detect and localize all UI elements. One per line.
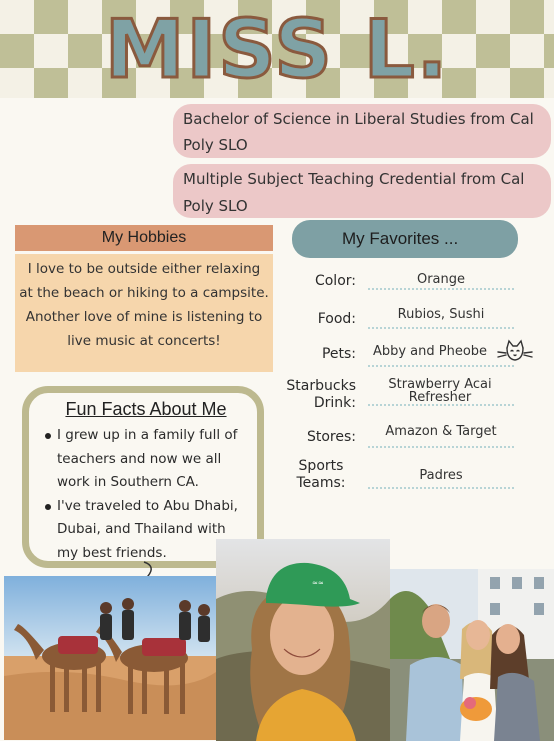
portrait-photo: [216, 539, 390, 741]
fav-label-stores: Stores:: [306, 429, 356, 445]
hobbies-heading: My Hobbies: [15, 225, 273, 251]
camel-photo: [4, 576, 216, 740]
education-degree: Bachelor of Science in Liberal Studies from Cal Poly SLO: [173, 104, 551, 158]
fav-value-stores: Amazon & Target: [385, 424, 497, 439]
hobbies-text: I love to be outside either relaxing at the beach or hiking to a campsite. Another love of mine is listening to live music at concerts!: [15, 254, 273, 372]
fav-value-food: Rubios, Sushi: [397, 307, 485, 322]
fav-value-pets: Abby and Pheobe: [372, 344, 488, 359]
page-title: MISS L.: [104, 3, 450, 96]
education-credential: Multiple Subject Teaching Credential from Cal Poly SLO: [173, 164, 551, 218]
fun-facts-heading: Fun Facts About Me: [65, 399, 227, 419]
fav-label-pets: Pets:: [321, 346, 356, 362]
fav-label-food: Food:: [317, 311, 356, 327]
fav-label-color: Color:: [314, 273, 356, 289]
fav-divider: [368, 487, 514, 489]
fav-divider: [368, 404, 514, 406]
family-photo: [390, 569, 554, 741]
fav-label-sports: Sports Teams:: [296, 458, 346, 491]
fav-value-starbucks: Strawberry Acai Refresher: [388, 377, 492, 405]
fav-value-color: Orange: [416, 272, 466, 287]
fav-divider: [368, 365, 514, 367]
fav-label-starbucks: Starbucks Drink:: [286, 378, 356, 411]
fun-fact-item: I've traveled to Abu Dhabi, Dubai, and Thailand with my best friends.: [45, 495, 247, 566]
fav-value-sports: Padres: [419, 468, 463, 483]
fav-divider: [368, 446, 514, 448]
favorites-heading: My Favorites ...: [292, 220, 518, 258]
fav-divider: [368, 327, 514, 329]
fav-divider: [368, 288, 514, 290]
svg-text:≈≈: ≈≈: [312, 579, 324, 587]
fun-fact-item: I grew up in a family full of teachers and now we all work in Southern CA.: [45, 424, 247, 495]
